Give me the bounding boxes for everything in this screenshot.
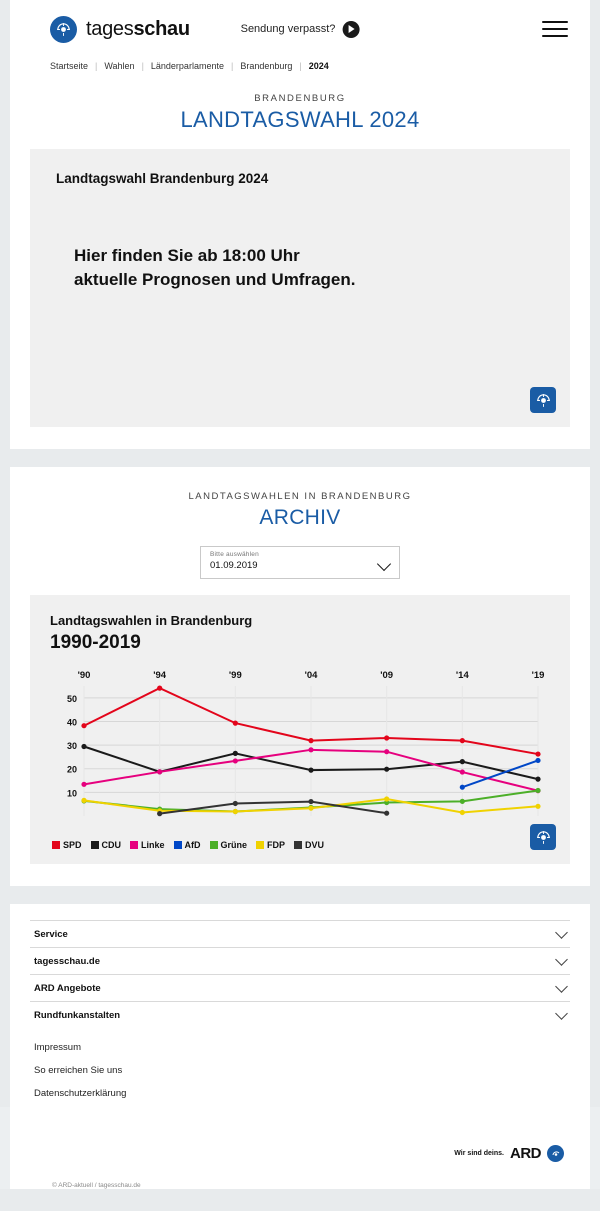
spacer [10,427,590,449]
chart-card-title: Landtagswahlen in Brandenburg [50,613,253,628]
archive-kicker: LANDTAGSWAHLEN IN BRANDENBURG [188,491,412,502]
legend-item-spd[interactable] [52,840,82,850]
footer-accordion-label: ARD Angebote [34,982,101,994]
breadcrumb-item-startseite[interactable]: Startseite [50,61,89,71]
chart-card [30,595,570,864]
bottom-strip [0,1189,600,1211]
footer-link-impressum[interactable]: Impressum [34,1042,81,1053]
legend-label: DVU [305,840,325,850]
legend-swatch [294,841,302,849]
legend-swatch [91,841,99,849]
legend-swatch [52,841,60,849]
ard-branding [30,1111,570,1176]
legend-label: AfD [184,840,201,850]
legend-label: Grüne [220,840,248,850]
svg-text:30: 30 [66,741,77,752]
legend-label: CDU [101,840,122,850]
breadcrumb [10,58,590,79]
archive-sheet [10,467,590,886]
breadcrumb-item-wahlen[interactable]: Wahlen [104,61,135,71]
ard-wordmark: ARD [510,1145,541,1162]
site-footer [10,904,590,1189]
tagesschau-badge-icon [530,387,556,413]
archive-select-box[interactable] [200,546,400,579]
legend-label: SPD [63,840,82,850]
svg-text:'94: '94 [153,670,167,681]
breadcrumb-separator: | [230,61,234,71]
legend-swatch [130,841,138,849]
breadcrumb-item-brandenburg[interactable]: Brandenburg [240,61,293,71]
ard-claim: Wir sind deins. [454,1150,504,1157]
svg-text:40: 40 [66,717,77,728]
footer-link-kontakt[interactable]: So erreichen Sie uns [34,1065,123,1076]
logo-text [86,18,190,41]
legend-item-fdp[interactable] [256,840,285,850]
chevron-down-icon[interactable] [555,926,568,939]
chart-legend [50,840,550,850]
footer-accordion-label: tagesschau.de [34,955,100,967]
breadcrumb-item-laenderparlamente[interactable]: Länderparlamente [150,61,224,71]
logo-text-light: tages [86,17,134,40]
svg-text:20: 20 [66,764,77,775]
svg-text:'90: '90 [77,670,91,681]
footer-accordion-label: Service [34,928,68,940]
teaser-card [30,149,570,427]
page-title [10,79,590,149]
breadcrumb-separator: | [299,61,302,71]
section-gap [0,886,600,904]
legend-swatch [210,841,218,849]
footer-accordion-rundfunkanstalten[interactable] [30,1001,570,1028]
legend-item-linke[interactable] [130,840,165,850]
archive-title [10,467,590,540]
play-icon[interactable] [342,21,359,38]
footer-accordion-ard-angebote[interactable] [30,974,570,1001]
svg-text:'09: '09 [380,670,394,681]
footer-accordion-label: Rundfunkanstalten [34,1009,121,1021]
chart-svg [50,666,550,834]
tagesschau-badge-icon [530,824,556,850]
chevron-down-icon[interactable] [555,1007,568,1020]
chart-card-years: 1990-2019 [50,632,141,653]
page-kicker: BRANDENBURG [254,93,346,104]
legend-item-cdu[interactable] [91,840,122,850]
sendung-verpasst-label: Sendung verpasst? [240,23,336,35]
sendung-verpasst-link[interactable] [241,21,360,38]
svg-text:'04: '04 [304,670,318,681]
footer-sheet [10,904,590,1189]
page-sheet [10,0,590,449]
svg-text:'99: '99 [228,670,242,681]
archive-select[interactable] [200,546,400,579]
svg-text:10: 10 [66,788,77,799]
legend-label: FDP [267,840,286,850]
breadcrumb-separator: | [95,61,98,71]
legend-item-afd[interactable] [174,840,201,850]
page-headline: LANDTAGSWAHL 2024 [180,107,420,132]
svg-text:'19: '19 [531,670,545,681]
teaser-message-line1: Hier finden Sie ab 18:00 Uhr [74,246,300,265]
breadcrumb-item-2024[interactable]: 2024 [308,61,329,71]
logo-text-bold: schau [133,17,190,40]
election-line-chart [50,666,550,834]
legend-item-grüne[interactable] [210,840,248,850]
footer-link-datenschutz[interactable]: Datenschutzerklärung [34,1088,127,1099]
archive-select-label: Bitte auswählen [210,551,259,558]
chevron-down-icon[interactable] [555,980,568,993]
section-gap [0,449,600,467]
footer-accordion-service[interactable] [30,920,570,947]
archive-headline: ARCHIV [259,506,341,529]
site-header [10,0,590,58]
archive-select-value: 01.09.2019 [210,560,258,571]
legend-item-dvu[interactable] [294,840,324,850]
spacer [10,864,590,886]
hamburger-menu-icon[interactable] [542,16,568,42]
tagesschau-logo-icon [50,16,77,43]
footer-accordion-tagesschau[interactable] [30,947,570,974]
svg-text:50: 50 [66,693,77,704]
chevron-down-icon[interactable] [555,953,568,966]
ard-logo-icon [547,1145,564,1162]
teaser-message-line2: aktuelle Prognosen und Umfragen. [74,270,356,290]
teaser-card-title: Landtagswahl Brandenburg 2024 [56,171,269,186]
svg-text:'14: '14 [455,670,469,681]
legend-label: Linke [141,840,165,850]
copyright-text: © ARD-aktuell / tagesschau.de [52,1182,141,1189]
footer-links [30,1028,570,1099]
breadcrumb-separator: | [141,61,144,71]
site-logo[interactable] [50,16,190,43]
legend-swatch [256,841,264,849]
teaser-message [56,244,544,292]
legend-swatch [174,841,182,849]
